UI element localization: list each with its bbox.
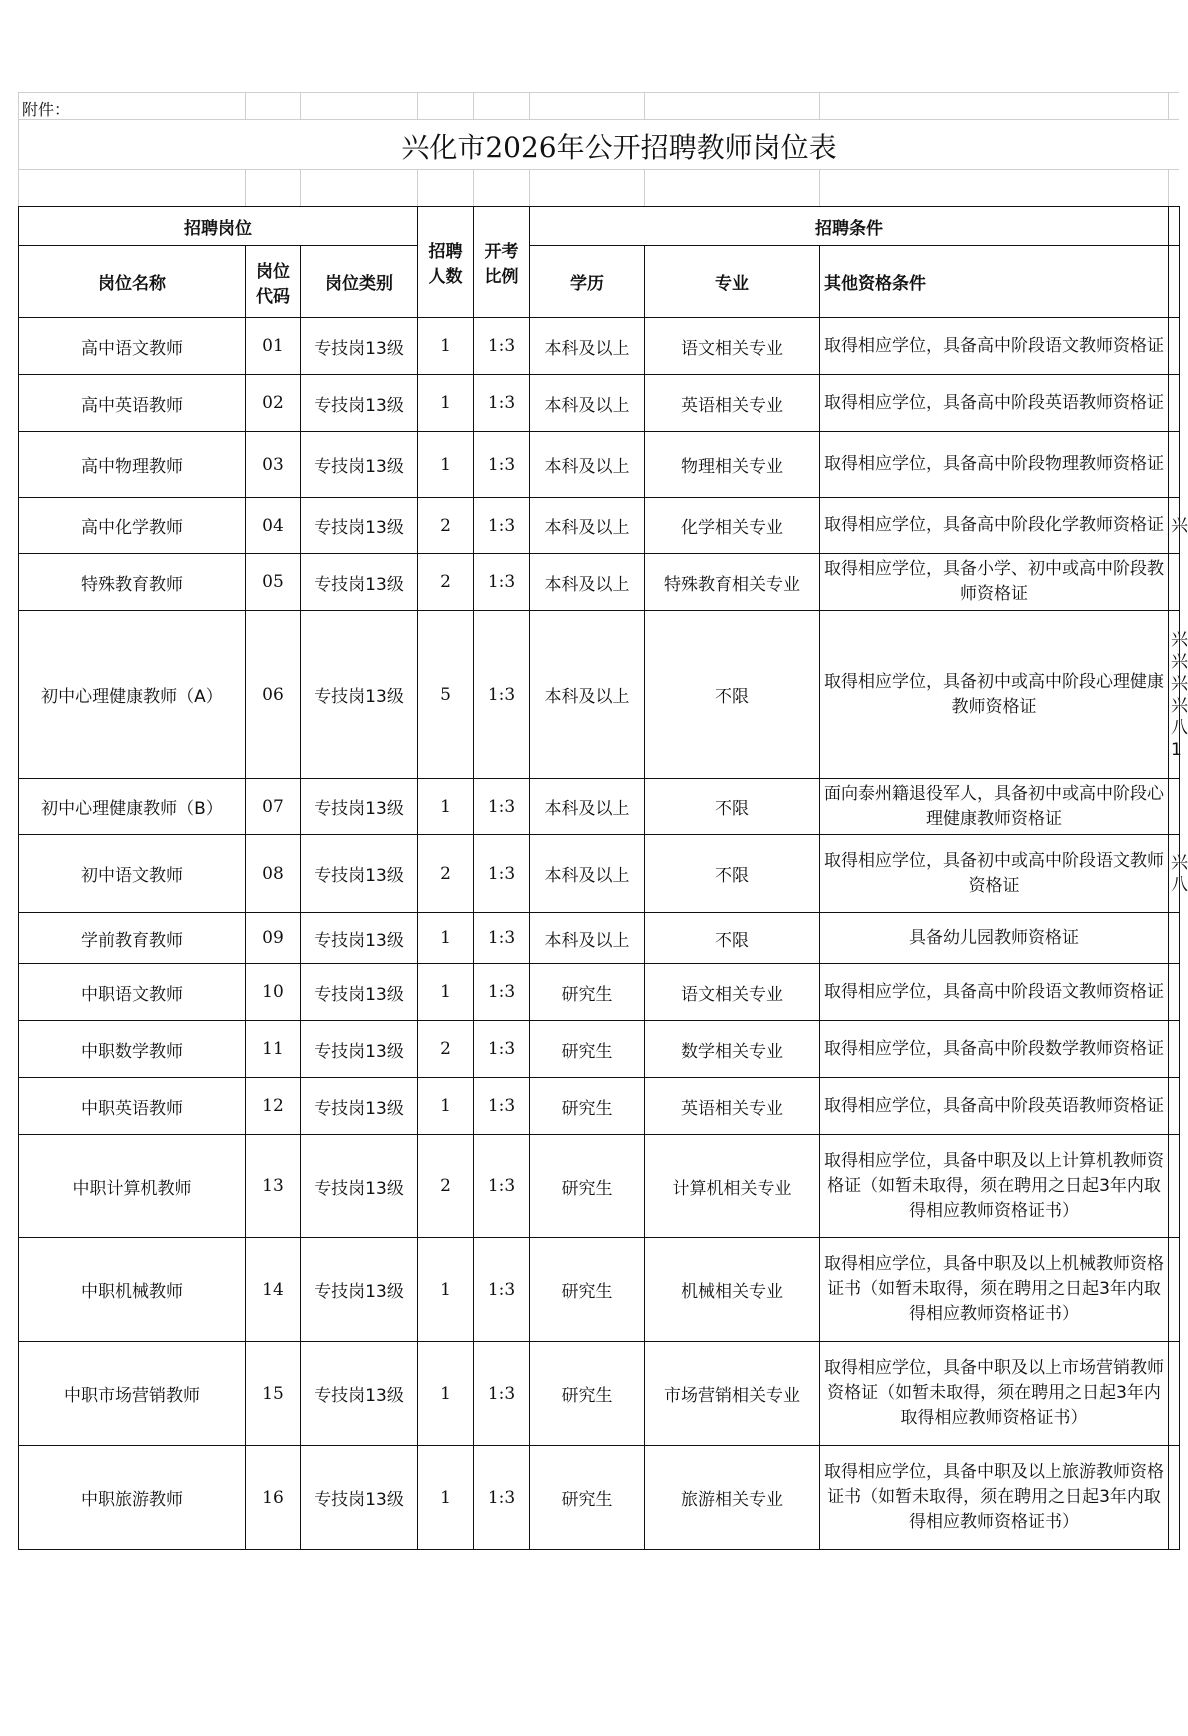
cell-type: 专技岗13级 — [301, 1342, 418, 1446]
title-row — [18, 119, 1179, 169]
cell-note: 兴 兴 兴 兴 八 1 — [1169, 611, 1180, 779]
table-row — [19, 432, 1180, 498]
cell-name: 中职数学教师 — [19, 1021, 246, 1078]
cell-other: 取得相应学位，具备中职及以上机械教师资格证书（如暂未取得，须在聘用之日起3年内取得相应教师资格证书） — [820, 1238, 1169, 1342]
cell-edu: 本科及以上 — [530, 779, 645, 835]
cell-name: 初中心理健康教师（A） — [19, 611, 246, 779]
cell-count: 1 — [418, 1446, 474, 1550]
cell-ratio: 1:3 — [474, 498, 530, 554]
table-body — [19, 318, 1188, 1550]
cell-type: 专技岗13级 — [301, 554, 418, 611]
cell-count: 1 — [418, 1342, 474, 1446]
attachment-label: 附件： — [22, 100, 71, 119]
cell-count: 2 — [418, 498, 474, 554]
cell-name: 初中语文教师 — [19, 835, 246, 913]
cell-code: 07 — [246, 779, 301, 835]
spacer-row — [18, 169, 1179, 206]
cell-note — [1169, 1021, 1180, 1078]
cell-name: 中职旅游教师 — [19, 1446, 246, 1550]
cell-name: 中职市场营销教师 — [19, 1342, 246, 1446]
cell-note — [1169, 554, 1180, 611]
cell-count: 2 — [418, 554, 474, 611]
cell-code: 15 — [246, 1342, 301, 1446]
cell-count: 1 — [418, 318, 474, 375]
cell-ratio: 1:3 — [474, 375, 530, 432]
cell-note — [1169, 318, 1180, 375]
header-position-code: 岗位 代码 — [246, 246, 301, 318]
cell-other: 取得相应学位，具备中职及以上旅游教师资格证书（如暂未取得，须在聘用之日起3年内取得相应教师资格证书） — [820, 1446, 1169, 1550]
cell-other: 取得相应学位，具备高中阶段英语教师资格证 — [820, 1078, 1169, 1135]
cell-edu: 本科及以上 — [530, 913, 645, 964]
header-major: 专业 — [645, 246, 820, 318]
cell-ratio: 1:3 — [474, 1238, 530, 1342]
cell-other: 取得相应学位，具备高中阶段数学教师资格证 — [820, 1021, 1169, 1078]
cell-other: 取得相应学位，具备高中阶段英语教师资格证 — [820, 375, 1169, 432]
cell-edu: 本科及以上 — [530, 498, 645, 554]
cell-major: 数学相关专业 — [645, 1021, 820, 1078]
cell-type: 专技岗13级 — [301, 318, 418, 375]
cell-note — [1169, 964, 1180, 1021]
cell-note — [1169, 779, 1180, 835]
cell-type: 专技岗13级 — [301, 611, 418, 779]
cell-other: 面向泰州籍退役军人，具备初中或高中阶段心理健康教师资格证 — [820, 779, 1169, 835]
cell-count: 2 — [418, 835, 474, 913]
cell-type: 专技岗13级 — [301, 779, 418, 835]
cell-major: 不限 — [645, 835, 820, 913]
cell-type: 专技岗13级 — [301, 375, 418, 432]
cell-major: 语文相关专业 — [645, 318, 820, 375]
cell-count: 1 — [418, 375, 474, 432]
cell-code: 04 — [246, 498, 301, 554]
cell-code: 16 — [246, 1446, 301, 1550]
cell-name: 学前教育教师 — [19, 913, 246, 964]
header-position-type: 岗位类别 — [301, 246, 418, 318]
header-exam-ratio: 开考 比例 — [474, 207, 530, 318]
cell-ratio: 1:3 — [474, 1342, 530, 1446]
cell-major: 不限 — [645, 779, 820, 835]
header-row-1 — [19, 207, 1180, 246]
cell-ratio: 1:3 — [474, 913, 530, 964]
cell-code: 08 — [246, 835, 301, 913]
cell-note — [1169, 1135, 1180, 1238]
cell-type: 专技岗13级 — [301, 1446, 418, 1550]
cell-code: 03 — [246, 432, 301, 498]
table-row — [19, 1021, 1180, 1078]
cell-major: 市场营销相关专业 — [645, 1342, 820, 1446]
table-row — [19, 1238, 1180, 1342]
cell-name: 高中英语教师 — [19, 375, 246, 432]
header-position-name: 岗位名称 — [19, 246, 246, 318]
cell-type: 专技岗13级 — [301, 498, 418, 554]
cell-other: 取得相应学位，具备中职及以上市场营销教师资格证（如暂未取得，须在聘用之日起3年内取得相应教师资格证书） — [820, 1342, 1169, 1446]
cell-type: 专技岗13级 — [301, 1135, 418, 1238]
cell-note — [1169, 1342, 1180, 1446]
cell-name: 特殊教育教师 — [19, 554, 246, 611]
table-row — [19, 611, 1180, 779]
cell-code: 05 — [246, 554, 301, 611]
cell-name: 高中化学教师 — [19, 498, 246, 554]
cell-type: 专技岗13级 — [301, 835, 418, 913]
header-group-conditions: 招聘条件 — [530, 207, 1169, 246]
cell-ratio: 1:3 — [474, 432, 530, 498]
cell-name: 中职机械教师 — [19, 1238, 246, 1342]
cell-major: 旅游相关专业 — [645, 1446, 820, 1550]
cell-code: 11 — [246, 1021, 301, 1078]
table-row — [19, 1446, 1180, 1550]
table-row — [19, 1078, 1180, 1135]
table-row — [19, 554, 1180, 611]
attachment-row — [18, 92, 1179, 119]
cell-other: 取得相应学位，具备高中阶段语文教师资格证 — [820, 318, 1169, 375]
cell-name: 中职英语教师 — [19, 1078, 246, 1135]
cell-name: 初中心理健康教师（B） — [19, 779, 246, 835]
cell-note — [1169, 1446, 1180, 1550]
cell-type: 专技岗13级 — [301, 913, 418, 964]
cell-note — [1169, 913, 1180, 964]
cell-edu: 研究生 — [530, 1078, 645, 1135]
table-row — [19, 835, 1180, 913]
table-row — [19, 1342, 1180, 1446]
table-row — [19, 1135, 1180, 1238]
cell-count: 1 — [418, 779, 474, 835]
cell-other: 取得相应学位，具备初中或高中阶段语文教师资格证 — [820, 835, 1169, 913]
cell-edu: 研究生 — [530, 1021, 645, 1078]
cell-note — [1169, 375, 1180, 432]
cell-other: 取得相应学位，具备高中阶段物理教师资格证 — [820, 432, 1169, 498]
cell-type: 专技岗13级 — [301, 1238, 418, 1342]
cell-edu: 本科及以上 — [530, 318, 645, 375]
cell-name: 高中语文教师 — [19, 318, 246, 375]
cell-edu: 研究生 — [530, 1342, 645, 1446]
cell-count: 1 — [418, 1238, 474, 1342]
header-education: 学历 — [530, 246, 645, 318]
cell-note: 兴 八 — [1169, 835, 1180, 913]
cell-edu: 研究生 — [530, 964, 645, 1021]
cell-count: 1 — [418, 1078, 474, 1135]
spreadsheet — [18, 92, 1188, 1550]
cell-edu: 研究生 — [530, 1446, 645, 1550]
cell-code: 01 — [246, 318, 301, 375]
cell-ratio: 1:3 — [474, 1078, 530, 1135]
table-row — [19, 779, 1180, 835]
cell-major: 计算机相关专业 — [645, 1135, 820, 1238]
header-group-position: 招聘岗位 — [19, 207, 418, 246]
cell-edu: 研究生 — [530, 1238, 645, 1342]
table-row — [19, 498, 1180, 554]
cell-other: 取得相应学位，具备高中阶段语文教师资格证 — [820, 964, 1169, 1021]
cell-major: 不限 — [645, 913, 820, 964]
table-row — [19, 375, 1180, 432]
header-row-2 — [19, 246, 1180, 318]
cell-other: 取得相应学位，具备中职及以上计算机教师资格证（如暂未取得，须在聘用之日起3年内取得相应教师资格证书） — [820, 1135, 1169, 1238]
table-row — [19, 318, 1180, 375]
cell-other: 取得相应学位，具备小学、初中或高中阶段教师资格证 — [820, 554, 1169, 611]
cell-name: 中职语文教师 — [19, 964, 246, 1021]
cell-count: 2 — [418, 1021, 474, 1078]
positions-table — [18, 206, 1188, 1550]
cell-count: 1 — [418, 913, 474, 964]
cell-major: 物理相关专业 — [645, 432, 820, 498]
cell-code: 09 — [246, 913, 301, 964]
cell-edu: 本科及以上 — [530, 432, 645, 498]
cell-ratio: 1:3 — [474, 1135, 530, 1238]
cell-ratio: 1:3 — [474, 611, 530, 779]
cell-note — [1169, 432, 1180, 498]
cell-other: 取得相应学位，具备高中阶段化学教师资格证 — [820, 498, 1169, 554]
cell-code: 06 — [246, 611, 301, 779]
cell-ratio: 1:3 — [474, 779, 530, 835]
table-row — [19, 964, 1180, 1021]
cell-major: 化学相关专业 — [645, 498, 820, 554]
cell-name: 高中物理教师 — [19, 432, 246, 498]
cell-code: 13 — [246, 1135, 301, 1238]
cell-type: 专技岗13级 — [301, 964, 418, 1021]
cell-edu: 本科及以上 — [530, 554, 645, 611]
cell-type: 专技岗13级 — [301, 432, 418, 498]
header-hire-count: 招聘 人数 — [418, 207, 474, 318]
cell-ratio: 1:3 — [474, 1446, 530, 1550]
table-row — [19, 913, 1180, 964]
cell-ratio: 1:3 — [474, 554, 530, 611]
cell-ratio: 1:3 — [474, 1021, 530, 1078]
page-title: 兴化市2026年公开招聘教师岗位表 — [401, 131, 837, 164]
cell-count: 5 — [418, 611, 474, 779]
cell-major: 特殊教育相关专业 — [645, 554, 820, 611]
cell-major: 机械相关专业 — [645, 1238, 820, 1342]
cell-type: 专技岗13级 — [301, 1021, 418, 1078]
cell-note — [1169, 1078, 1180, 1135]
cell-major: 语文相关专业 — [645, 964, 820, 1021]
cell-other: 具备幼儿园教师资格证 — [820, 913, 1169, 964]
cell-ratio: 1:3 — [474, 835, 530, 913]
cell-other: 取得相应学位，具备初中或高中阶段心理健康教师资格证 — [820, 611, 1169, 779]
cell-edu: 本科及以上 — [530, 611, 645, 779]
cell-code: 02 — [246, 375, 301, 432]
cell-code: 12 — [246, 1078, 301, 1135]
cell-major: 英语相关专业 — [645, 1078, 820, 1135]
cell-note — [1169, 1238, 1180, 1342]
cell-edu: 本科及以上 — [530, 375, 645, 432]
cell-code: 14 — [246, 1238, 301, 1342]
cell-ratio: 1:3 — [474, 318, 530, 375]
cell-edu: 本科及以上 — [530, 835, 645, 913]
cell-major: 不限 — [645, 611, 820, 779]
cell-edu: 研究生 — [530, 1135, 645, 1238]
header-other: 其他资格条件 — [820, 246, 1169, 318]
cell-name: 中职计算机教师 — [19, 1135, 246, 1238]
cell-count: 2 — [418, 1135, 474, 1238]
cell-code: 10 — [246, 964, 301, 1021]
cell-note: 兴 — [1169, 498, 1180, 554]
cell-ratio: 1:3 — [474, 964, 530, 1021]
cell-count: 1 — [418, 964, 474, 1021]
cell-major: 英语相关专业 — [645, 375, 820, 432]
cell-count: 1 — [418, 432, 474, 498]
cell-type: 专技岗13级 — [301, 1078, 418, 1135]
